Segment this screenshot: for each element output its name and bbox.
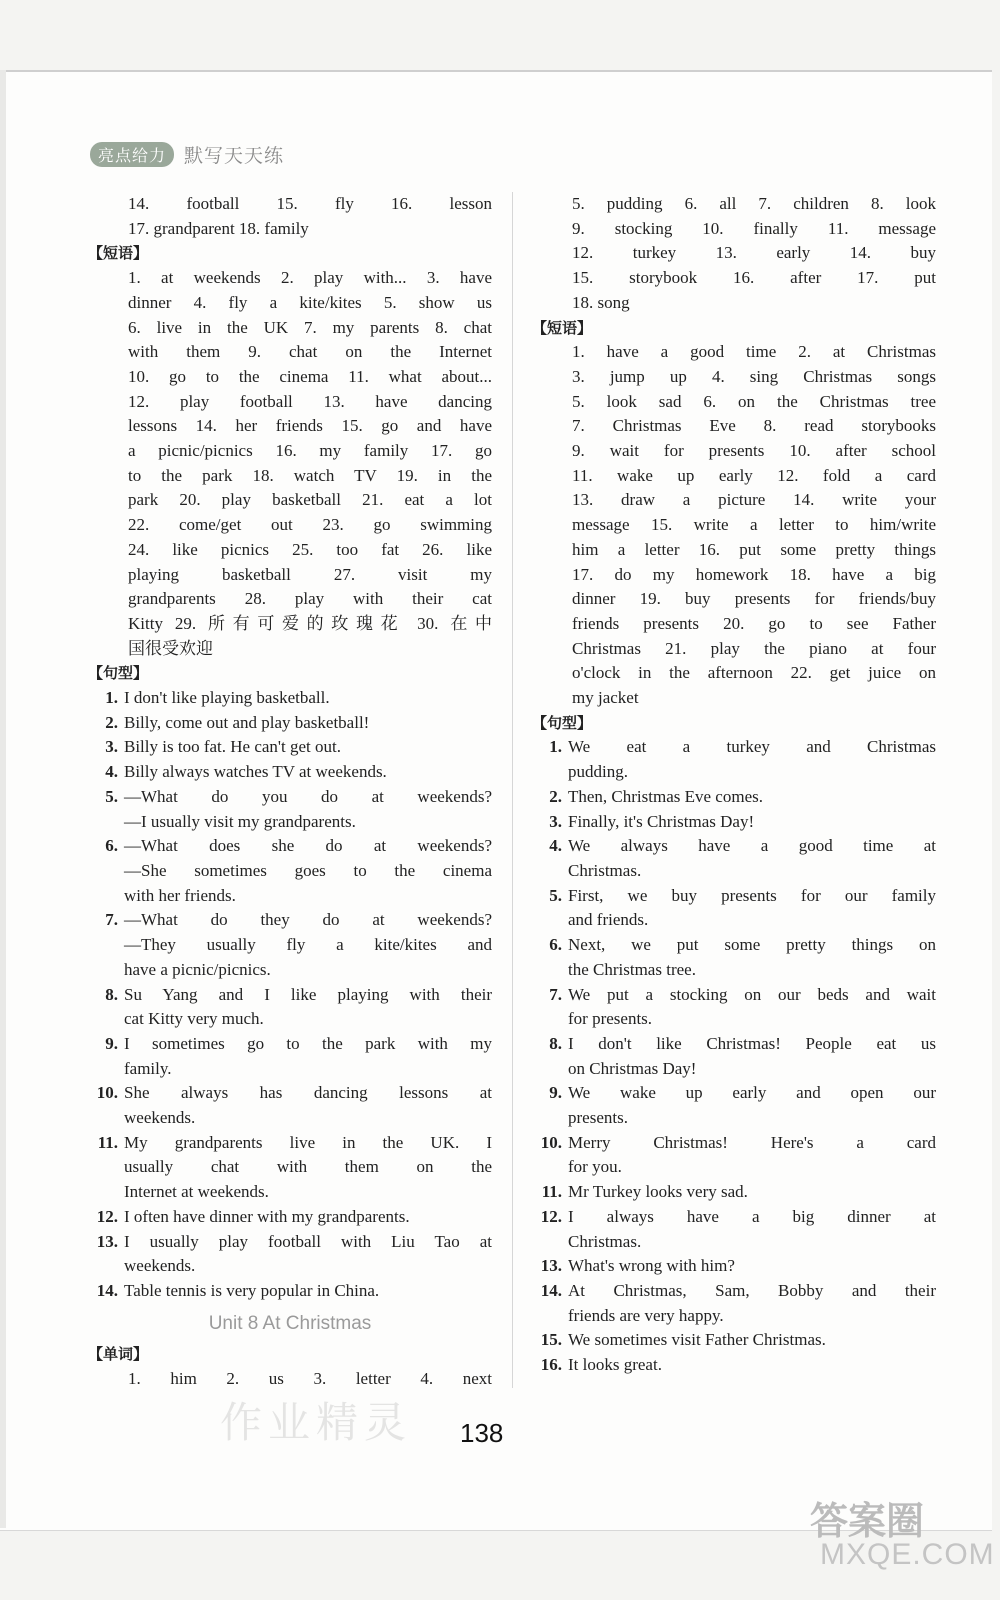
unit-title: Unit 8 At Christmas: [208, 1312, 372, 1334]
sentence-body: [124, 1230, 492, 1279]
phrase-answer-line: 22. come/get out 23. go swimming: [128, 515, 492, 535]
sentence-number: 15.: [540, 1330, 562, 1350]
sentence-body: [568, 1131, 936, 1180]
sentence-line: have a picnic/picnics.: [124, 959, 271, 979]
page-header: [90, 142, 284, 166]
sentence-line: Christmas.: [568, 1231, 642, 1251]
sentence-number: 11.: [97, 1132, 118, 1152]
phrase-answer-line: 7. Christmas Eve 8. read storybooks: [572, 416, 936, 436]
sentence-line: We sometimes visit Father Christmas.: [568, 1330, 826, 1350]
sentence-line: Christmas.: [568, 860, 642, 880]
sentence-item: [532, 1328, 936, 1353]
sentence-item: [532, 1353, 936, 1378]
sentence-line: and friends.: [568, 910, 649, 930]
sentence-body: [568, 933, 936, 982]
sentence-line: At Christmas, Sam, Bobby and their: [568, 1280, 936, 1300]
phrase-answer-line: 5. look sad 6. on the Christmas tree: [572, 391, 936, 411]
sentence-line: Next, we put some pretty things on: [568, 935, 936, 955]
column-divider: [512, 192, 513, 1388]
phrase-answer-line: dinner 4. fly a kite/kites 5. show us: [128, 292, 492, 312]
phrase-answer-line: with them 9. chat on the Internet: [128, 342, 492, 362]
sentence-line: Billy, come out and play basketball!: [124, 712, 370, 732]
phrase-answer-line: grandparents 28. play with their cat: [128, 589, 492, 609]
sentence-body: [124, 834, 492, 908]
word-answer-line: 9. stocking 10. finally 11. message: [572, 218, 936, 238]
sentence-line: It looks great.: [568, 1355, 662, 1375]
sentence-line: on Christmas Day!: [568, 1058, 697, 1078]
sentence-item: [88, 760, 492, 785]
sentence-item: [532, 1081, 936, 1130]
sentence-line: I don't like Christmas! People eat us: [568, 1033, 936, 1053]
sentence-body: [568, 1328, 936, 1353]
sentence-line: I don't like playing basketball.: [124, 688, 330, 708]
sentence-body: [568, 1279, 936, 1328]
sentence-body: [124, 1279, 492, 1304]
sentence-item: [88, 1205, 492, 1230]
sentence-item: [532, 884, 936, 933]
sentence-item: [532, 1131, 936, 1180]
sentence-line: Su Yang and I like playing with their: [124, 984, 492, 1004]
sentence-body: [568, 1081, 936, 1130]
sentence-line: Then, Christmas Eve comes.: [568, 786, 763, 806]
sentence-body: [568, 834, 936, 883]
sentence-number: 8.: [105, 984, 118, 1004]
sentence-line: First, we buy presents for our family: [568, 885, 936, 905]
sentence-number: 5.: [549, 885, 562, 905]
sentence-number: 6.: [105, 836, 118, 856]
sentence-item: [88, 1279, 492, 1304]
sentence-number: 7.: [549, 984, 562, 1004]
phrase-answer-line: Christmas 21. play the piano at four: [572, 638, 936, 658]
word-answer-line: 1. him 2. us 3. letter 4. next: [128, 1369, 492, 1389]
sentence-line: Mr Turkey looks very sad.: [568, 1182, 748, 1202]
sentence-line: We wake up early and open our: [568, 1083, 936, 1103]
sentence-line: cat Kitty very much.: [124, 1009, 264, 1029]
sentence-body: [568, 983, 936, 1032]
sentence-body: [568, 1254, 936, 1279]
sentence-line: Internet at weekends.: [124, 1182, 269, 1202]
page-number: 138: [460, 1418, 504, 1448]
section-heading-phrases: 【短语】: [532, 318, 593, 337]
sentence-body: [124, 1205, 492, 1230]
sentence-item: [88, 1032, 492, 1081]
sentence-line: weekends.: [124, 1256, 196, 1276]
sentence-item: [532, 933, 936, 982]
series-badge: 亮点给力: [90, 142, 174, 167]
phrase-answer-line: dinner 19. buy presents for friends/buy: [572, 589, 936, 609]
phrase-answer-line: 1. at weekends 2. play with... 3. have: [128, 268, 492, 288]
sentence-number: 14.: [540, 1280, 562, 1300]
sentence-line: for presents.: [568, 1009, 653, 1029]
sentence-body: [568, 1180, 936, 1205]
sentence-number: 7.: [105, 910, 118, 930]
sentence-line: with her friends.: [124, 885, 236, 905]
sentence-body: [568, 884, 936, 933]
sentence-item: [88, 1131, 492, 1205]
word-answer-line: 15. storybook 16. after 17. put: [572, 268, 936, 288]
sentence-body: [568, 1205, 936, 1254]
phrase-answer-line: 3. jump up 4. sing Christmas songs: [572, 366, 936, 386]
phrase-answer-line: a picnic/picnics 16. my family 17. go: [128, 441, 492, 461]
sentence-number: 12.: [96, 1206, 118, 1226]
sentence-number: 14.: [96, 1280, 118, 1300]
sentence-body: [568, 810, 936, 835]
sentence-line: What's wrong with him?: [568, 1256, 735, 1276]
sentence-line: usually chat with them on the: [124, 1157, 492, 1177]
sentence-number: 11.: [541, 1182, 562, 1202]
phrase-answer-line: Kitty 29. 所有可爱的玫瑰花 30. 在中: [128, 613, 492, 633]
sentence-line: for you.: [568, 1157, 622, 1177]
watermark: 作业精灵: [220, 1398, 413, 1447]
sentence-number: 4.: [549, 836, 562, 856]
sentence-body: [124, 983, 492, 1032]
sentence-body: [568, 735, 936, 784]
sentence-line: pudding.: [568, 762, 628, 782]
sentence-number: 16.: [540, 1355, 562, 1375]
sentence-number: 10.: [540, 1132, 562, 1152]
sentence-line: She always has dancing lessons at: [124, 1083, 492, 1103]
sentence-line: friends are very happy.: [568, 1305, 724, 1325]
sentence-item: [88, 834, 492, 908]
sentence-line: I always have a big dinner at: [568, 1206, 936, 1226]
sentence-line: —What does she do at weekends?: [124, 836, 492, 856]
phrase-answer-line: him a letter 16. put some pretty things: [572, 539, 936, 559]
sentence-number: 12.: [540, 1206, 562, 1226]
header-title: 默写天天练: [184, 144, 285, 167]
section-heading-sentences: 【句型】: [532, 713, 593, 732]
sentence-item: [88, 686, 492, 711]
sentence-number: 3.: [105, 737, 118, 757]
sentence-number: 2.: [549, 786, 562, 806]
sentence-item: [532, 810, 936, 835]
phrase-answer-line: friends presents 20. go to see Father: [572, 613, 936, 633]
phrase-answer-line: 1. have a good time 2. at Christmas: [572, 342, 936, 362]
sentence-item: [88, 908, 492, 982]
sentence-line: family.: [124, 1058, 172, 1078]
sentence-line: —They usually fly a kite/kites and: [124, 935, 492, 955]
sentence-item: [88, 711, 492, 736]
phrase-answer-line: 24. like picnics 25. too fat 26. like: [128, 539, 492, 559]
sentence-line: We eat a turkey and Christmas: [568, 737, 936, 757]
left-column: [88, 192, 492, 1392]
sentence-body: [124, 735, 492, 760]
sentence-item: [88, 1230, 492, 1279]
phrase-answer-line: 国很受欢迎: [128, 638, 213, 658]
sentence-line: Billy is too fat. He can't get out.: [124, 737, 341, 757]
phrase-answer-line: 9. wait for presents 10. after school: [572, 441, 936, 461]
phrase-answer-line: 11. wake up early 12. fold a card: [572, 465, 936, 485]
sentence-body: [124, 711, 492, 736]
sentence-item: [88, 1081, 492, 1130]
sentence-line: —She sometimes goes to the cinema: [124, 860, 492, 880]
phrase-answer-line: 10. go to the cinema 11. what about...: [128, 366, 492, 386]
sentence-body: [124, 1131, 492, 1205]
sentence-line: the Christmas tree.: [568, 959, 696, 979]
sentence-item: [88, 735, 492, 760]
sentence-line: Table tennis is very popular in China.: [124, 1280, 380, 1300]
phrase-answer-line: playing basketball 27. visit my: [128, 564, 492, 584]
sentence-number: 2.: [105, 712, 118, 732]
sentence-line: We always have a good time at: [568, 836, 936, 856]
sentence-item: [532, 1205, 936, 1254]
sentence-body: [568, 1353, 936, 1378]
phrase-answer-line: my jacket: [572, 688, 639, 708]
corner-logo: 答案圈: [810, 1499, 925, 1543]
sentence-body: [124, 1032, 492, 1081]
sentence-number: 3.: [549, 811, 562, 831]
sentence-body: [124, 760, 492, 785]
sentence-body: [568, 1032, 936, 1081]
word-answer-line: 5. pudding 6. all 7. children 8. look: [572, 194, 936, 213]
sentence-number: 9.: [105, 1033, 118, 1053]
phrase-answer-line: lessons 14. her friends 15. go and have: [128, 416, 492, 436]
sentence-number: 10.: [96, 1083, 118, 1103]
sentence-item: [532, 1032, 936, 1081]
sentence-line: We put a stocking on our beds and wait: [568, 984, 936, 1004]
phrase-answer-line: 12. play football 13. have dancing: [128, 391, 492, 411]
sentence-line: I often have dinner with my grandparents.: [124, 1206, 410, 1226]
sentence-line: —I usually visit my grandparents.: [124, 811, 356, 831]
sentence-line: presents.: [568, 1108, 628, 1128]
sentence-item: [532, 735, 936, 784]
sentence-line: weekends.: [124, 1108, 196, 1128]
phrase-answer-line: o'clock in the afternoon 22. get juice on: [572, 663, 936, 683]
word-answer-line: 14. football 15. fly 16. lesson: [128, 194, 492, 213]
sentence-line: —What do they do at weekends?: [124, 910, 492, 930]
sentence-line: My grandparents live in the UK. I: [124, 1132, 492, 1152]
sentence-line: Billy always watches TV at weekends.: [124, 762, 387, 782]
sentence-line: I sometimes go to the park with my: [124, 1033, 492, 1053]
phrase-answer-line: 17. do my homework 18. have a big: [572, 564, 936, 584]
sentence-number: 1.: [105, 688, 118, 708]
phrase-answer-line: 6. live in the UK 7. my parents 8. chat: [128, 317, 492, 337]
phrase-answer-line: 13. draw a picture 14. write your: [572, 490, 936, 510]
word-answer-line: 12. turkey 13. early 14. buy: [572, 243, 936, 263]
sentence-number: 13.: [540, 1256, 562, 1276]
phrase-answer-line: to the park 18. watch TV 19. in the: [128, 465, 492, 485]
sentence-number: 8.: [549, 1033, 562, 1053]
phrase-answer-line: park 20. play basketball 21. eat a lot: [128, 490, 492, 510]
sentence-number: 6.: [549, 935, 562, 955]
sentence-item: [532, 1254, 936, 1279]
right-column: [532, 192, 936, 1378]
sentence-body: [124, 686, 492, 711]
sentence-number: 5.: [105, 786, 118, 806]
sentence-body: [124, 1081, 492, 1130]
sentence-number: 9.: [549, 1083, 562, 1103]
sentence-number: 1.: [549, 737, 562, 757]
sentence-item: [532, 785, 936, 810]
section-heading-words: 【单词】: [88, 1345, 149, 1364]
sentence-item: [532, 834, 936, 883]
sentence-line: Merry Christmas! Here's a card: [568, 1132, 936, 1152]
word-answer-line: 17. grandparent 18. family: [128, 218, 309, 238]
sentence-line: Finally, it's Christmas Day!: [568, 811, 755, 831]
sentence-line: I usually play football with Liu Tao at: [124, 1231, 492, 1251]
section-heading-sentences: 【句型】: [88, 664, 149, 683]
sentence-body: [568, 785, 936, 810]
sentence-number: 13.: [96, 1231, 118, 1251]
sentence-item: [532, 1180, 936, 1205]
sentence-item: [532, 1279, 936, 1328]
corner-url: MXQE.COM: [820, 1538, 995, 1571]
sentence-body: [124, 785, 492, 834]
sentence-item: [88, 785, 492, 834]
sentence-item: [532, 983, 936, 1032]
sentence-line: —What do you do at weekends?: [124, 786, 492, 806]
sentence-number: 4.: [105, 762, 118, 782]
page-edge: [0, 70, 6, 1528]
section-heading-phrases: 【短语】: [88, 244, 149, 263]
word-answer-line: 18. song: [572, 292, 630, 312]
phrase-answer-line: message 15. write a letter to him/write: [572, 515, 936, 535]
sentence-item: [88, 983, 492, 1032]
sentence-body: [124, 908, 492, 982]
